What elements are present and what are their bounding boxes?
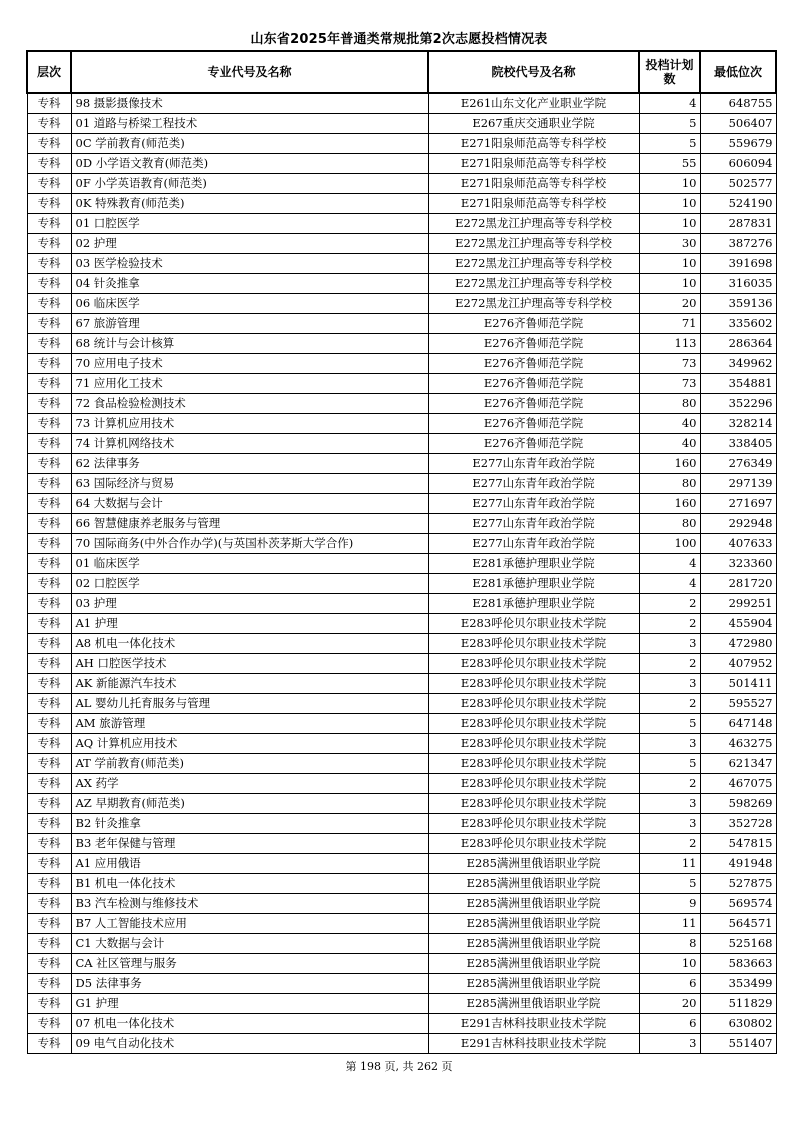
row-level: 专科 [27,674,71,694]
table-row [27,894,776,914]
row-level: 专科 [27,594,71,614]
row-major: B2 针灸推拿 [71,814,428,834]
row-school: E281承德护理职业学院 [428,554,639,574]
table-row [27,114,776,134]
page-title: 山东省2025年普通类常规批第2次志愿投档情况表 [250,32,548,47]
row-plan-count: 6 [639,974,700,994]
row-plan-count: 3 [639,794,700,814]
table-row [27,794,776,814]
table-row [27,834,776,854]
row-level: 专科 [27,794,71,814]
row-plan-count: 2 [639,614,700,634]
table-row [27,914,776,934]
row-min-rank: 547815 [700,834,776,854]
row-major: 70 国际商务(中外合作办学)(与英国朴茨茅斯大学合作) [71,534,428,554]
row-min-rank: 647148 [700,714,776,734]
row-school: E285满洲里俄语职业学院 [428,974,639,994]
table-row [27,234,776,254]
row-level: 专科 [27,814,71,834]
row-plan-count: 2 [639,774,700,794]
row-major: AZ 早期教育(师范类) [71,794,428,814]
row-level: 专科 [27,294,71,314]
row-min-rank: 354881 [700,374,776,394]
row-min-rank: 271697 [700,494,776,514]
row-major: 04 针灸推拿 [71,274,428,294]
row-min-rank: 455904 [700,614,776,634]
row-school: E285满洲里俄语职业学院 [428,854,639,874]
row-major: AL 婴幼儿托育服务与管理 [71,694,428,714]
table-row [27,814,776,834]
row-min-rank: 511829 [700,994,776,1014]
row-school: E285满洲里俄语职业学院 [428,894,639,914]
row-plan-count: 6 [639,1014,700,1034]
row-major: 62 法律事务 [71,454,428,474]
row-plan-count: 4 [639,554,700,574]
row-school: E283呼伦贝尔职业技术学院 [428,794,639,814]
row-major: 73 计算机应用技术 [71,414,428,434]
row-school: E281承德护理职业学院 [428,574,639,594]
row-school: E285满洲里俄语职业学院 [428,954,639,974]
row-level: 专科 [27,134,71,154]
row-school: E276齐鲁师范学院 [428,434,639,454]
row-min-rank: 328214 [700,414,776,434]
row-level: 专科 [27,254,71,274]
row-plan-count: 2 [639,594,700,614]
table-body [27,93,776,1054]
table-row [27,854,776,874]
row-min-rank: 353499 [700,974,776,994]
row-plan-count: 10 [639,254,700,274]
row-plan-count: 40 [639,414,700,434]
row-plan-count: 5 [639,714,700,734]
row-level: 专科 [27,734,71,754]
row-level: 专科 [27,1014,71,1034]
row-major: 0K 特殊教育(师范类) [71,194,428,214]
row-major: G1 护理 [71,994,428,1014]
row-level: 专科 [27,634,71,654]
table-row [27,734,776,754]
row-school: E276齐鲁师范学院 [428,354,639,374]
row-major: 0F 小学英语教育(师范类) [71,174,428,194]
row-plan-count: 73 [639,374,700,394]
row-min-rank: 491948 [700,854,776,874]
table-row [27,454,776,474]
row-level: 专科 [27,514,71,534]
row-min-rank: 472980 [700,634,776,654]
row-major: 66 智慧健康养老服务与管理 [71,514,428,534]
row-level: 专科 [27,194,71,214]
row-major: A1 护理 [71,614,428,634]
row-min-rank: 527875 [700,874,776,894]
row-major: 0D 小学语文教育(师范类) [71,154,428,174]
row-school: E276齐鲁师范学院 [428,314,639,334]
row-level: 专科 [27,854,71,874]
row-school: E283呼伦贝尔职业技术学院 [428,734,639,754]
row-min-rank: 323360 [700,554,776,574]
row-min-rank: 606094 [700,154,776,174]
row-level: 专科 [27,974,71,994]
row-plan-count: 8 [639,934,700,954]
row-min-rank: 276349 [700,454,776,474]
row-school: E267重庆交通职业学院 [428,114,639,134]
row-level: 专科 [27,274,71,294]
row-plan-count: 160 [639,454,700,474]
table-row [27,714,776,734]
table-row [27,434,776,454]
row-school: E283呼伦贝尔职业技术学院 [428,714,639,734]
row-plan-count: 100 [639,534,700,554]
row-major: D5 法律事务 [71,974,428,994]
row-school: E272黑龙江护理高等专科学校 [428,234,639,254]
row-plan-count: 160 [639,494,700,514]
row-major: 74 计算机网络技术 [71,434,428,454]
row-major: AX 药学 [71,774,428,794]
row-level: 专科 [27,234,71,254]
row-level: 专科 [27,714,71,734]
row-school: E271阳泉师范高等专科学校 [428,134,639,154]
row-plan-count: 3 [639,734,700,754]
table-row [27,374,776,394]
row-plan-count: 2 [639,694,700,714]
row-school: E272黑龙江护理高等专科学校 [428,274,639,294]
row-min-rank: 506407 [700,114,776,134]
table-row [27,674,776,694]
row-school: E272黑龙江护理高等专科学校 [428,214,639,234]
row-plan-count: 3 [639,1034,700,1054]
row-major: 0C 学前教育(师范类) [71,134,428,154]
row-min-rank: 583663 [700,954,776,974]
row-major: B7 人工智能技术应用 [71,914,428,934]
row-school: E276齐鲁师范学院 [428,374,639,394]
row-min-rank: 281720 [700,574,776,594]
row-plan-count: 3 [639,634,700,654]
row-school: E277山东青年政治学院 [428,514,639,534]
row-level: 专科 [27,574,71,594]
header-school: 院校代号及名称 [428,51,639,93]
row-level: 专科 [27,214,71,234]
row-level: 专科 [27,174,71,194]
row-min-rank: 338405 [700,434,776,454]
row-plan-count: 11 [639,914,700,934]
row-major: 06 临床医学 [71,294,428,314]
header-min-rank: 最低位次 [700,51,776,93]
row-school: E277山东青年政治学院 [428,474,639,494]
table-row [27,614,776,634]
row-school: E271阳泉师范高等专科学校 [428,194,639,214]
row-school: E285满洲里俄语职业学院 [428,994,639,1014]
table-row [27,694,776,714]
row-school: E283呼伦贝尔职业技术学院 [428,614,639,634]
row-min-rank: 524190 [700,194,776,214]
table-row [27,514,776,534]
table-row [27,314,776,334]
row-school: E271阳泉师范高等专科学校 [428,154,639,174]
row-major: 63 国际经济与贸易 [71,474,428,494]
row-major: AT 学前教育(师范类) [71,754,428,774]
row-min-rank: 621347 [700,754,776,774]
row-major: CA 社区管理与服务 [71,954,428,974]
row-level: 专科 [27,694,71,714]
table-row [27,254,776,274]
table-row [27,354,776,374]
table-row [27,634,776,654]
table-row [27,934,776,954]
row-major: 68 统计与会计核算 [71,334,428,354]
row-min-rank: 352296 [700,394,776,414]
row-plan-count: 80 [639,474,700,494]
row-plan-count: 3 [639,814,700,834]
row-plan-count: 5 [639,874,700,894]
row-school: E283呼伦贝尔职业技术学院 [428,754,639,774]
row-level: 专科 [27,354,71,374]
row-major: 03 医学检验技术 [71,254,428,274]
table-row [27,294,776,314]
row-min-rank: 525168 [700,934,776,954]
row-min-rank: 352728 [700,814,776,834]
row-level: 专科 [27,434,71,454]
row-school: E283呼伦贝尔职业技术学院 [428,654,639,674]
row-level: 专科 [27,754,71,774]
row-level: 专科 [27,914,71,934]
row-major: AK 新能源汽车技术 [71,674,428,694]
row-school: E283呼伦贝尔职业技术学院 [428,814,639,834]
row-min-rank: 287831 [700,214,776,234]
row-school: E272黑龙江护理高等专科学校 [428,294,639,314]
row-school: E283呼伦贝尔职业技术学院 [428,674,639,694]
row-school: E285满洲里俄语职业学院 [428,874,639,894]
row-school: E276齐鲁师范学院 [428,334,639,354]
page-footer: 第 198 页, 共 262 页 [345,1060,453,1073]
row-major: 07 机电一体化技术 [71,1014,428,1034]
table-row [27,214,776,234]
table-row [27,974,776,994]
row-min-rank: 407633 [700,534,776,554]
row-level: 专科 [27,114,71,134]
row-school: E285满洲里俄语职业学院 [428,934,639,954]
row-min-rank: 335602 [700,314,776,334]
table-row [27,994,776,1014]
row-min-rank: 559679 [700,134,776,154]
row-level: 专科 [27,494,71,514]
table-row [27,154,776,174]
row-plan-count: 2 [639,834,700,854]
header-plan-count: 投档计划数 [639,51,700,93]
table-row [27,174,776,194]
row-school: E283呼伦贝尔职业技术学院 [428,834,639,854]
table-row [27,394,776,414]
table-row [27,334,776,354]
row-plan-count: 3 [639,674,700,694]
table-row [27,774,776,794]
table-row [27,654,776,674]
table-row [27,93,776,114]
row-major: 02 口腔医学 [71,574,428,594]
table-row [27,874,776,894]
table-row [27,1034,776,1054]
table-row [27,954,776,974]
row-major: C1 大数据与会计 [71,934,428,954]
row-major: 98 摄影摄像技术 [71,93,428,114]
row-plan-count: 5 [639,754,700,774]
row-school: E283呼伦贝尔职业技术学院 [428,634,639,654]
row-plan-count: 9 [639,894,700,914]
table-row [27,754,776,774]
row-min-rank: 569574 [700,894,776,914]
row-min-rank: 648755 [700,93,776,114]
row-level: 专科 [27,93,71,114]
admission-table [26,50,777,1054]
table-row [27,414,776,434]
row-major: B3 汽车检测与维修技术 [71,894,428,914]
row-major: 01 临床医学 [71,554,428,574]
row-plan-count: 5 [639,114,700,134]
row-school: E261山东文化产业职业学院 [428,93,639,114]
row-school: E291吉林科技职业技术学院 [428,1034,639,1054]
row-plan-count: 20 [639,294,700,314]
row-level: 专科 [27,934,71,954]
row-major: 01 口腔医学 [71,214,428,234]
row-major: 01 道路与桥梁工程技术 [71,114,428,134]
row-major: 03 护理 [71,594,428,614]
row-min-rank: 463275 [700,734,776,754]
row-level: 专科 [27,1034,71,1054]
row-level: 专科 [27,534,71,554]
row-plan-count: 5 [639,134,700,154]
row-plan-count: 55 [639,154,700,174]
row-min-rank: 564571 [700,914,776,934]
row-school: E276齐鲁师范学院 [428,394,639,414]
row-major: 64 大数据与会计 [71,494,428,514]
row-plan-count: 80 [639,514,700,534]
table-row [27,534,776,554]
row-major: AH 口腔医学技术 [71,654,428,674]
row-major: B1 机电一体化技术 [71,874,428,894]
row-school: E277山东青年政治学院 [428,494,639,514]
row-plan-count: 10 [639,174,700,194]
row-min-rank: 297139 [700,474,776,494]
row-plan-count: 4 [639,574,700,594]
row-min-rank: 407952 [700,654,776,674]
table-row [27,134,776,154]
row-level: 专科 [27,374,71,394]
row-major: 02 护理 [71,234,428,254]
row-major: A1 应用俄语 [71,854,428,874]
row-min-rank: 598269 [700,794,776,814]
header-major: 专业代号及名称 [71,51,428,93]
row-major: 67 旅游管理 [71,314,428,334]
row-level: 专科 [27,834,71,854]
row-level: 专科 [27,394,71,414]
row-school: E281承德护理职业学院 [428,594,639,614]
row-school: E276齐鲁师范学院 [428,414,639,434]
row-plan-count: 10 [639,214,700,234]
row-plan-count: 80 [639,394,700,414]
row-school: E283呼伦贝尔职业技术学院 [428,694,639,714]
row-major: 70 应用电子技术 [71,354,428,374]
table-row [27,494,776,514]
row-major: AM 旅游管理 [71,714,428,734]
row-min-rank: 359136 [700,294,776,314]
row-min-rank: 595527 [700,694,776,714]
table-row [27,194,776,214]
table-header-row [27,51,776,93]
header-level: 层次 [27,51,71,93]
table-row [27,274,776,294]
row-plan-count: 10 [639,274,700,294]
row-min-rank: 299251 [700,594,776,614]
row-min-rank: 502577 [700,174,776,194]
row-major: 09 电气自动化技术 [71,1034,428,1054]
row-plan-count: 11 [639,854,700,874]
row-min-rank: 286364 [700,334,776,354]
row-level: 专科 [27,414,71,434]
row-min-rank: 292948 [700,514,776,534]
table-row [27,594,776,614]
row-min-rank: 551407 [700,1034,776,1054]
row-school: E271阳泉师范高等专科学校 [428,174,639,194]
row-school: E283呼伦贝尔职业技术学院 [428,774,639,794]
table-row [27,474,776,494]
row-school: E291吉林科技职业技术学院 [428,1014,639,1034]
row-level: 专科 [27,334,71,354]
row-school: E277山东青年政治学院 [428,454,639,474]
row-plan-count: 40 [639,434,700,454]
row-min-rank: 387276 [700,234,776,254]
row-major: B3 老年保健与管理 [71,834,428,854]
row-level: 专科 [27,874,71,894]
row-min-rank: 316035 [700,274,776,294]
row-min-rank: 501411 [700,674,776,694]
row-major: A8 机电一体化技术 [71,634,428,654]
row-level: 专科 [27,554,71,574]
row-school: E277山东青年政治学院 [428,534,639,554]
row-level: 专科 [27,314,71,334]
row-level: 专科 [27,774,71,794]
row-plan-count: 30 [639,234,700,254]
row-plan-count: 113 [639,334,700,354]
row-plan-count: 10 [639,954,700,974]
row-level: 专科 [27,954,71,974]
row-level: 专科 [27,154,71,174]
row-level: 专科 [27,614,71,634]
row-school: E285满洲里俄语职业学院 [428,914,639,934]
row-plan-count: 71 [639,314,700,334]
row-min-rank: 467075 [700,774,776,794]
row-plan-count: 73 [639,354,700,374]
table-row [27,554,776,574]
table-row [27,1014,776,1034]
table-row [27,574,776,594]
row-level: 专科 [27,654,71,674]
row-min-rank: 630802 [700,1014,776,1034]
row-plan-count: 2 [639,654,700,674]
row-level: 专科 [27,454,71,474]
row-major: 71 应用化工技术 [71,374,428,394]
row-level: 专科 [27,894,71,914]
row-major: AQ 计算机应用技术 [71,734,428,754]
row-min-rank: 349962 [700,354,776,374]
row-level: 专科 [27,474,71,494]
row-major: 72 食品检验检测技术 [71,394,428,414]
row-min-rank: 391698 [700,254,776,274]
row-plan-count: 20 [639,994,700,1014]
row-level: 专科 [27,994,71,1014]
row-plan-count: 10 [639,194,700,214]
row-school: E272黑龙江护理高等专科学校 [428,254,639,274]
row-plan-count: 4 [639,93,700,114]
